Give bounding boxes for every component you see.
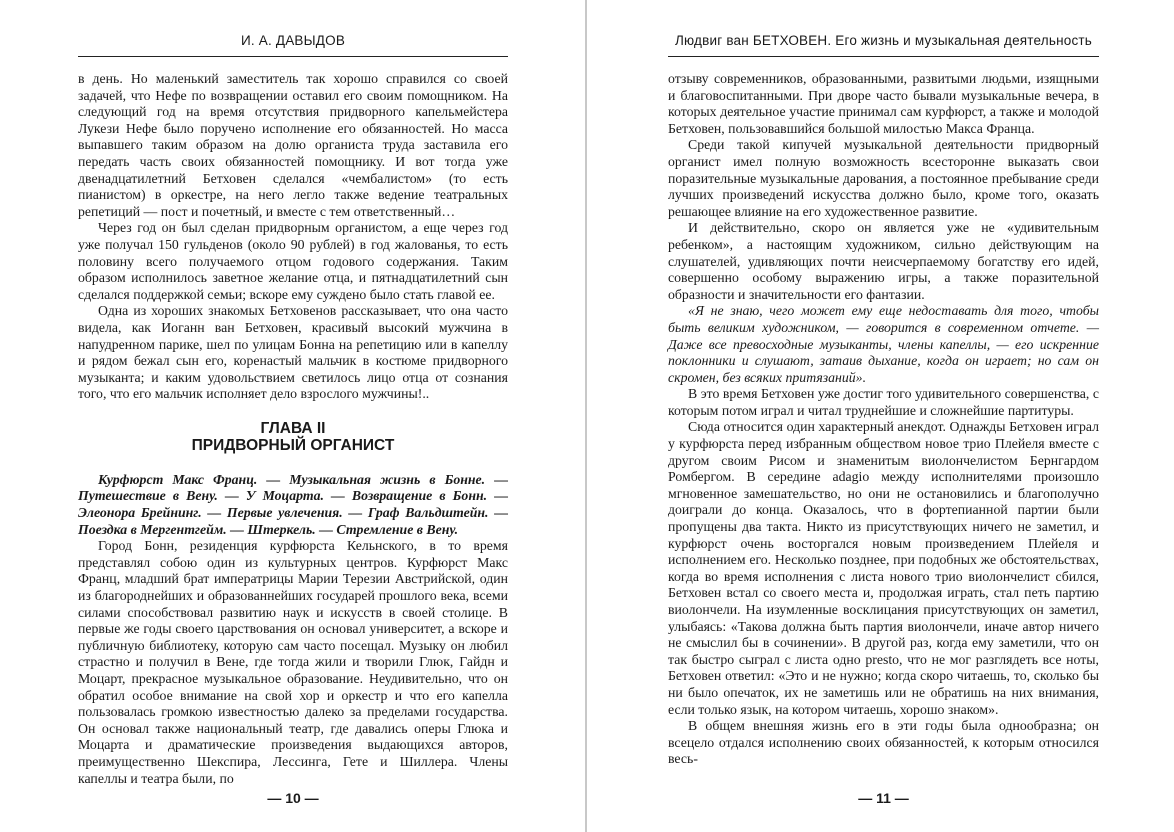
page-number: — 10 —	[267, 790, 319, 806]
chapter-title: ПРИДВОРНЫЙ ОРГАНИСТ	[191, 437, 395, 455]
paragraph: И действительно, скоро он является уже не «удивительным ребенком», а настоящим художником, сильно действующим на слушателей, удивляющих почти неисчерпаемому богатству его идей, совершенно особому выражению игры, а также поразительной образности и значительности его фантазии.	[668, 220, 1099, 302]
chapter-number: ГЛАВА II	[260, 419, 326, 437]
paragraph: в день. Но маленький заместитель так хорошо справился со своей задачей, что Нефе по возвращении оставил его своим помощником. На следующий год на время отсутствия придворного капельмейстера Лукези Нефе было поручено исполнение его обязанностей. Но масса выпавшего таким образом на долю органиста труда заставила его передать часть своих обязанностей помощнику. И вот тогда уже двенадцатилетний Бетховен сделался «чембалистом» (то есть пианистом) в оркестре, на него легло также ведение театральных репетиций — пост и почетный, и вместе с тем ответственный…	[78, 71, 508, 219]
chapter-synopsis: Курфюрст Макс Франц. — Музыкальная жизнь в Бонне. — Путешествие в Вену. — У Моцарта. — Возвращение в Бонн. — Элеонора Брейнинг. — Первые увлечения. — Граф Вальдштейн. — Поездка в Мергентгейм. — Штеркель. — Стремление в Вену.	[78, 471, 508, 537]
paragraph: Сюда относится один характерный анекдот. Однажды Бетховен играл у курфюрста перед избранным обществом новое трио Плейеля вместе с другом своим Рисом и знаменитым виолончелистом Бернгардом Ромбергом. В середине adagio между исполнителями произошло мгновенное замешательство, но они не остановились и благополучно доиграли до конца. Оказалось, что в фортепианной партии были пропущены два такта. Никто из присутствующих ничего не заметил, и курфюрст очень восторгался новым произведением Плейеля и исполнением его. Несколько позднее, при подобных же обстоятельствах, когда во время исполнения с листа нового трио виолончелист сбился, Бетховен встал со своего места и, продолжая играть, стал петь партию виолончели. На изумленные восклицания присутствующих он заметил, улыбаясь: «Такова должна быть партия виолончели, иначе автор ничего не смыслил бы в сочинении». В другой раз, когда ему заметили, что он так быстро сыграл с листа одно presto, что не мог разглядеть все ноты, Бетховен ответил: «Это и не нужно; когда скоро читаешь, то, сколько бы ни было опечаток, их не заметишь или не обратишь на них внимания, если только язык, на котором читаешь, хорошо знаком».	[668, 419, 1099, 717]
paragraph: В общем внешняя жизнь его в эти годы была однообразна; он всецело отдался исполнению своих обязанностей, к которым относился весь-	[668, 718, 1099, 767]
page-body	[78, 71, 508, 787]
paragraph: Город Бонн, резиденция курфюрста Кельнского, в то время представлял собою один из культурных центров. Курфюрст Макс Франц, младший брат императрицы Марии Терезии Австрийской, один из благороднейших и образованнейших государей прошлого века, всеми силами способствовал развитию наук и искусств в своей столице. В первые же годы своего царствования он основал университет, а вскоре и публичную библиотеку, которую сам часто посещал. Музыку он любил страстно и получил в Вене, где тогда жили и творили Глюк, Гайдн и Моцарт, прекрасное музыкальное образование. Неудивительно, что он обратил особое внимание на свой хор и оркестр и что его капелла пользовалась громкою известностью далеко за пределами государства. Он основал также национальный театр, где давались оперы Глюка и Моцарта и драматические произведения выдающихся авторов, преимущественно Шекспира, Лессинга, Гете и Шиллера. Члены капеллы и театра были, по	[78, 538, 508, 786]
running-head: И. А. ДАВЫДОВ	[240, 33, 346, 48]
block-quote: «Я не знаю, чего может ему еще недоставать для того, чтобы быть великим художником, — говорится в современном отчете. — Даже все превосходные музыканты, члены капеллы, — его искренние поклонники и слушают, затаив дыхание, когда он играет; но сам он скромен, без всяких притязаний».	[668, 303, 1099, 385]
paragraph: Одна из хороших знакомых Бетховенов рассказывает, что она часто видела, как Иоганн ван Бетховен, красивый высокий мужчина в напудренном парике, шел по улицам Бонна на репетицию или в капеллу и рядом бежал сын его, коренастый мальчик в костюме придворного музыканта; и каким удовольствием светилось лицо отца от сознания того, что его мальчик исполняет дело взрослого мужчины!..	[78, 303, 508, 402]
paragraph: Через год он был сделан придворным органистом, а еще через год уже получал 150 гульденов (около 90 рублей) в год жалованья, то есть половину всего получаемого отцом годового содержания. Таким образом исполнилось заветное желание отца, и пятнадцатилетний сын сделался поддержкой семьи; вскоре ему суждено было стать главой ее.	[78, 220, 508, 302]
paragraph: Среди такой кипучей музыкальной деятельности придворный органист имел полную возможность всесторонне выказать свои поразительные музыкальные дарования, а постоянное пребывание среди лучших произведений искусства должно было, кроме того, оказать решающее влияние на его художественное развитие.	[668, 137, 1099, 219]
paragraph: В это время Бетховен уже достиг того удивительного совершенства, с которым потом играл и читал труднейшие и сложнейшие партитуры.	[668, 386, 1099, 418]
right-page	[668, 0, 1099, 832]
page-body	[668, 71, 1099, 768]
paragraph: отзыву современников, образованными, развитыми людьми, изящными и благовоспитанными. При дворе часто бывали музыкальные вечера, в которых деятельное участие принимал сам курфюрст, а также и молодой Бетховен, пользовавшийся большой милостью Макса Франца.	[668, 71, 1099, 136]
header-rule	[78, 56, 508, 57]
running-head: Людвиг ван БЕТХОВЕН. Его жизнь и музыкальная деятельность	[674, 33, 1093, 48]
chapter-heading	[78, 420, 508, 455]
left-page	[78, 0, 508, 832]
page-number: — 11 —	[858, 790, 909, 806]
gutter-divider	[585, 0, 587, 832]
header-rule	[668, 56, 1099, 57]
